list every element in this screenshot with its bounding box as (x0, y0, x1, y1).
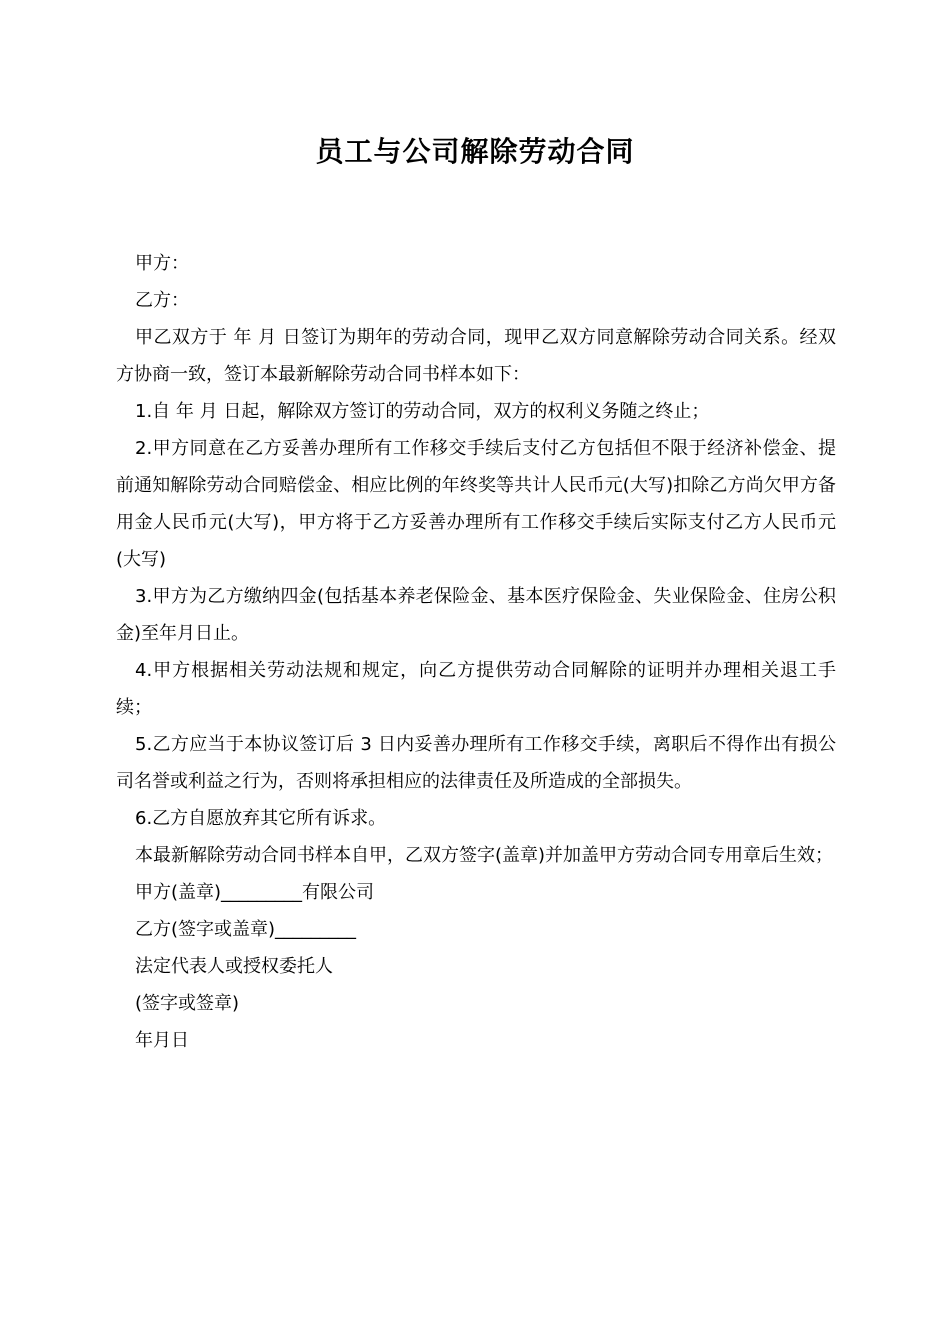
document-title: 员工与公司解除劳动合同 (315, 135, 635, 168)
effective-paragraph: 本最新解除劳动合同书样本自甲，乙双方签字(盖章)并加盖甲方劳动合同专用章后生效； (135, 845, 834, 866)
clause-5: 5.乙方应当于本协议签订后 3 日内妥善办理所有工作移交手续，离职后不得作出有损公司名誉或利益之行为，否则将承担相应的法律责任及所造成的全部损失。 (116, 734, 836, 792)
intro-paragraph: 甲乙双方于 年 月 日签订为期年的劳动合同，现甲乙双方同意解除劳动合同关系。经双方协商一致，签订本最新解除劳动合同书样本如下： (116, 327, 836, 385)
clause-6: 6.乙方自愿放弃其它所有诉求。 (135, 808, 387, 829)
party-b-signature-line: 乙方(签字或盖章)_________ (135, 919, 357, 940)
clause-1: 1.自 年 月 日起，解除双方签订的劳动合同，双方的权利义务随之终止； (135, 401, 710, 422)
party-b-line: 乙方： (135, 290, 189, 311)
party-a-signature-line: 甲方(盖章)_________有限公司 (135, 882, 375, 903)
party-a-line: 甲方： (135, 253, 189, 274)
clause-4: 4.甲方根据相关劳动法规和规定，向乙方提供劳动合同解除的证明并办理相关退工手续； (116, 660, 836, 718)
document-body (116, 245, 836, 1059)
date-line: 年月日 (135, 1030, 189, 1051)
legal-representative-line: 法定代表人或授权委托人 (135, 956, 333, 977)
clause-3: 3.甲方为乙方缴纳四金(包括基本养老保险金、基本医疗保险金、失业保险金、住房公积金)至年月日止。 (116, 586, 836, 644)
clause-2: 2.甲方同意在乙方妥善办理所有工作移交手续后支付乙方包括但不限于经济补偿金、提前通知解除劳动合同赔偿金、相应比例的年终奖等共计人民币元(大写)扣除乙方尚欠甲方备用金人民币元(大写)，甲方将于乙方妥善办理所有工作移交手续后实际支付乙方人民币元(大写) (116, 438, 836, 570)
signature-note-line: (签字或签章) (135, 993, 240, 1014)
